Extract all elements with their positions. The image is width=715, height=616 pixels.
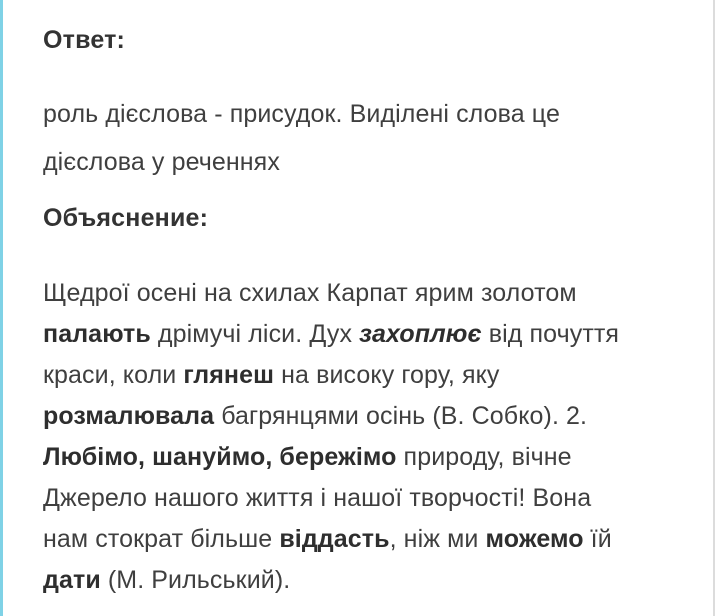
sentence-text: нам стократ більше <box>43 525 280 553</box>
highlighted-verb <box>359 320 482 348</box>
explanation-line <box>43 560 703 601</box>
answer-heading: Ответ: <box>43 26 126 54</box>
sentence-text: , ніж ми <box>389 525 486 553</box>
explanation-line: Щедрої осені на схилах Карпат ярим золотом <box>43 279 577 307</box>
explanation-line <box>43 519 703 560</box>
highlighted-verb-italic: захоплює <box>359 320 482 348</box>
highlighted-verb: можемо <box>485 525 584 553</box>
sentence-text: їй <box>583 525 612 553</box>
highlighted-verb: глянеш <box>183 361 275 389</box>
highlighted-verb: віддасть <box>279 525 390 553</box>
sentence-text: (М. Рильський). <box>100 566 291 594</box>
answer-text <box>43 90 703 186</box>
explanation-heading: Объяснение: <box>43 204 209 232</box>
highlighted-verb: палають <box>43 320 151 348</box>
sentence-text: від почуття <box>481 320 620 348</box>
answer-line: дієслова у реченнях <box>43 148 280 176</box>
sentence-text: на високу гору, яку <box>274 361 500 389</box>
sentence-text: дрімучі ліси. Дух <box>150 320 360 348</box>
explanation-line <box>43 314 703 355</box>
highlighted-verb: Любімо, шануймо, бережімо <box>43 443 397 471</box>
answer-line: роль дієслова - присудок. Виділені слова це <box>43 100 560 128</box>
explanation-line <box>43 396 703 437</box>
explanation-line <box>43 355 703 396</box>
explanation-line <box>43 437 703 478</box>
highlighted-verb: дати <box>43 566 101 594</box>
sentence-text: багрянцями осінь (В. Собко). 2. <box>214 402 588 430</box>
sentence-text: природу, вічне <box>396 443 572 471</box>
explanation-line: Джерело нашого життя і нашої творчості! Вона <box>43 484 592 512</box>
explanation-text <box>43 273 703 601</box>
highlighted-verb: розмалювала <box>43 402 215 430</box>
sentence-text: краси, коли <box>43 361 184 389</box>
